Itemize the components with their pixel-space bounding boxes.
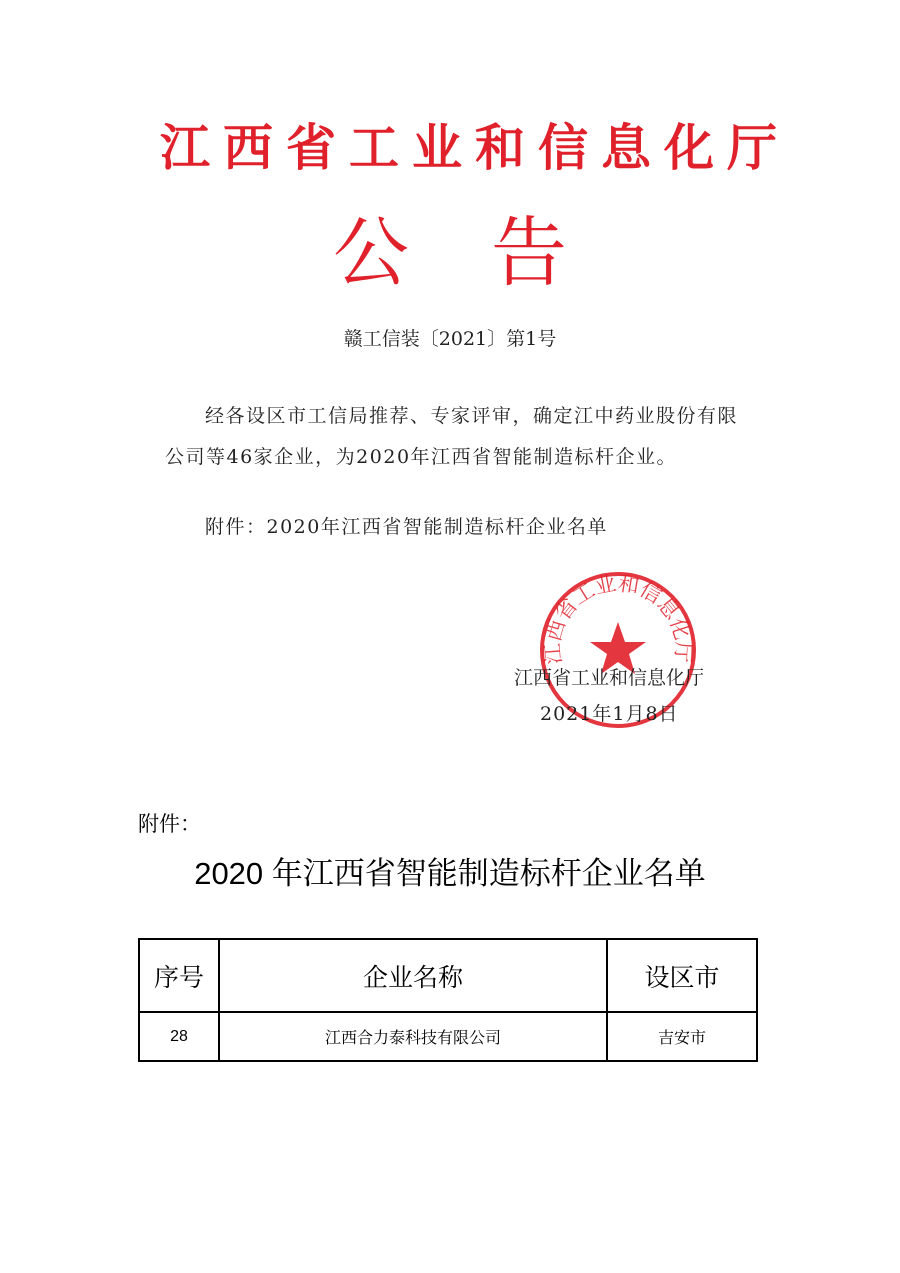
svg-text:江西省工业和信息化厅: 江西省工业和信息化厅: [540, 571, 696, 666]
header-company: 企业名称: [219, 939, 607, 1012]
cell-company: 江西合力泰科技有限公司: [219, 1012, 607, 1061]
signature-org: 江西省工业和信息化厅: [514, 667, 705, 689]
table-header-row: [139, 939, 757, 1012]
cell-index: 28: [139, 1012, 219, 1061]
attachment-label: 附件：: [138, 813, 201, 836]
announcement-heading: 公告: [333, 208, 649, 297]
enterprise-table: [138, 938, 758, 1062]
table-row: [139, 1012, 757, 1061]
header-city: 设区市: [607, 939, 757, 1012]
attachment-line: 附件：2020年江西省智能制造标杆企业名单: [205, 516, 608, 538]
list-title: 2020 年江西省智能制造标杆企业名单: [194, 856, 706, 891]
signature-date: 2021年1月8日: [540, 703, 679, 725]
issuer-title: 江西省工业和信息化厅: [160, 119, 790, 177]
cell-city: 吉安市: [607, 1012, 757, 1061]
body-paragraph: 经各设区市工信局推荐、专家评审，确定江中药业股份有限公司等46家企业，为2020年江西省智能制造标杆企业。: [165, 405, 739, 468]
header-index: 序号: [139, 939, 219, 1012]
document-number: 赣工信装〔2021〕第1号: [343, 328, 557, 350]
